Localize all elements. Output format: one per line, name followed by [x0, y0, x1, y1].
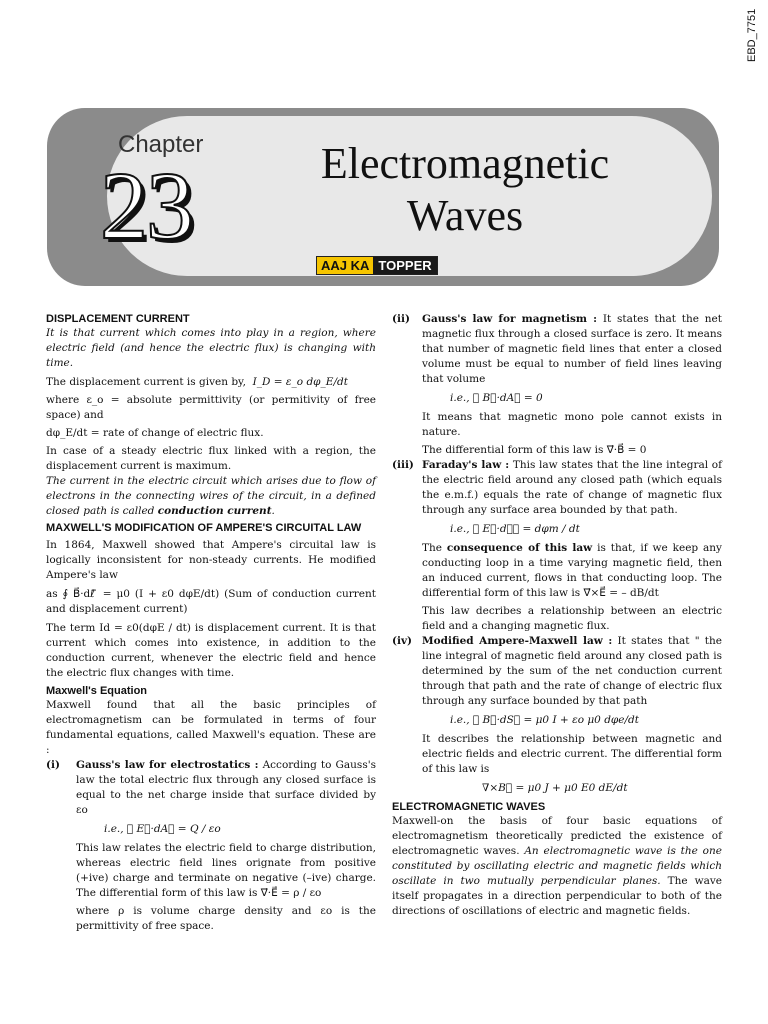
text-conduction: The current in the electric circuit which arises due to flow of electrons in the connecting wires of the circuit, in a defined closed path is called [46, 475, 376, 517]
item-text: According to Gauss's law the total electric flux through any closed surface is equal to the net charge inside that surface divided by εo [76, 759, 376, 816]
para-steady: In case of a steady electric flux linked with a region, the displacement current is maximum. [46, 445, 376, 472]
text-conduction-bold: conduction current [157, 505, 272, 517]
aaj-ka-topper-badge [316, 256, 438, 275]
item-text2: It describes the relationship between magnetic and electric fields and electric current. The differential form of this law is [422, 733, 722, 775]
item-text2: It means that magnetic mono pole cannot exists in nature. [422, 411, 722, 438]
para-1864: In 1864, Maxwell showed that Ampere's circuital law is logically inconsistent for non-steady currents. He modified Ampere's law [46, 539, 376, 581]
item-number: (iii) [392, 459, 414, 471]
item-text: This law states that the line integral of the electric field around any closed path (which equals the e.m.f.) equals the rate of change of magnetic flux through any surface area bounded by that path. [422, 459, 722, 516]
title-line1: Electromagnetic [320, 139, 610, 188]
item-text: It states that " the line integral of magnetic field around any closed path is determined by the sum of the net conduction current through that path and the rate of change of electric flux through any surface bounded by that path [422, 635, 722, 707]
para-em-waves [392, 814, 722, 919]
item-text2: is that, if we keep any conducting loop in a time varying magnetic field, then an induced current, flows in that conducting loop. The differential form of this law is ∇⃗×E⃗ = – dB/dt [422, 542, 722, 599]
heading-em-waves: ELECTROMAGNETIC WAVES [392, 801, 546, 813]
text-em1: Maxwell-on the basis of four basic equations of electromagnetism theoretically predicted the existence of electromagnetic waves. [392, 815, 722, 857]
chapter-title [290, 138, 640, 242]
left-column [46, 312, 376, 934]
item-gauss-magnetism [392, 312, 722, 458]
text-consequence: consequence of this law [446, 542, 593, 554]
para-where: where ε_o = absolute permittivity (or permitivity of free space) and [46, 394, 376, 421]
para-given-by [46, 375, 376, 390]
item-number: (iv) [392, 635, 413, 647]
para-definition: It is that current which comes into play in a region, where electric field (and hence the electric flux) is changing with time. [46, 327, 376, 369]
badge-part2: TOPPER [373, 257, 436, 274]
item-faraday [392, 458, 722, 634]
title-line2: Waves [406, 191, 524, 240]
chapter-number: 23 [100, 152, 192, 259]
item-title: Gauss's law for magnetism : [422, 313, 598, 325]
item-text3: This law decribes a relationship between an electric field and a changing magnetic flux. [422, 605, 722, 632]
heading-maxwell-modification: MAXWELL'S MODIFICATION OF AMPERE'S CIRCUITAL LAW [46, 522, 362, 534]
item-ampere-maxwell [392, 634, 722, 796]
item-text2: This law relates the electric field to charge distribution, whereas electric field lines orignate from positive (+ive) charge and terminate on negative (–ive) charge. The differential form of this law is ∇⃗·E⃗ = ρ / εo [76, 842, 376, 899]
para-rate: dφ_E/dt = rate of change of electric flux. [46, 427, 264, 439]
eq-displacement: I_D = ε_o dφ_E/dt [252, 376, 348, 388]
item-number: (i) [46, 759, 60, 771]
text-em-italic: An electromagnetic wave is the one constituted by oscillating electric and magnetic fields which oscillate in two mutually perpendicular planes. [392, 845, 722, 887]
text-em-end: The wave itself propagates in a direction perpendicular to both of the directions of oscillations of electric and magnetic fields. [392, 875, 723, 917]
item-gauss-electrostatics [46, 758, 376, 934]
eq-differential-ampere: ∇×B⃗ = μ0 J + μ0 E0 dE/dt [482, 782, 628, 794]
para-ampere-eq: as ∮ B⃗·dℓ⃗ = μ0 (I + ε0 dφE/dt) (Sum of conduction current and displacement current) [46, 588, 376, 615]
item-title: Faraday's law : [422, 459, 510, 471]
eq-gauss-electric: i.e., ∮ E⃗·dA⃗ = Q / εo [104, 823, 221, 835]
eq-ampere-maxwell: i.e., ∮ B⃗·dS⃗ = μ0 I + εo μ0 dφe/dt [450, 714, 639, 726]
eq-faraday: i.e., ∮ E⃗·dℓ⃗ = dφm / dt [450, 523, 580, 535]
item-text3: where ρ is volume charge density and εo is the permittivity of free space. [76, 905, 376, 932]
para-term: The term Id = ε0(dφE / dt) is displacement current. It is that current which comes into existence, in addition to the conduction current, whenever the electric field and hence the electric flux changes with time. [46, 622, 376, 679]
item-title: Gauss's law for electrostatics : [76, 759, 259, 771]
chapter-label: Chapter [118, 131, 204, 158]
item-number: (ii) [392, 313, 410, 325]
page-code: EBD_7751 [746, 8, 758, 62]
heading-displacement-current: DISPLACEMENT CURRENT [46, 313, 190, 325]
para-maxwell-found: Maxwell found that all the basic principles of electromagnetism can be formulated in terms of four fundamental equations, called Maxwell's equation. These are : [46, 699, 376, 756]
right-column [392, 312, 722, 919]
eq-gauss-magnetic: i.e., ∮ B⃗·dA⃗ = 0 [450, 392, 543, 404]
badge-part1: AAJ KA [317, 257, 373, 274]
item-text: It states that the net magnetic flux through a closed surface is zero. It means that number of magnetic field lines that enter a closed volume must be equal to number of field lines leaving that volume [422, 313, 722, 385]
text-the: The [422, 542, 442, 554]
heading-maxwell-equation: Maxwell's Equation [46, 685, 148, 697]
text-given-by: The displacement current is given by, [46, 376, 246, 388]
item-text3: The differential form of this law is ∇⃗·B⃗ = 0 [422, 444, 647, 456]
item-title: Modified Ampere-Maxwell law : [422, 635, 613, 647]
para-conduction: The current in the electric circuit which arises due to flow of electrons in the connecting wires of the circuit, in a defined closed path is called conduction current. [46, 475, 376, 517]
